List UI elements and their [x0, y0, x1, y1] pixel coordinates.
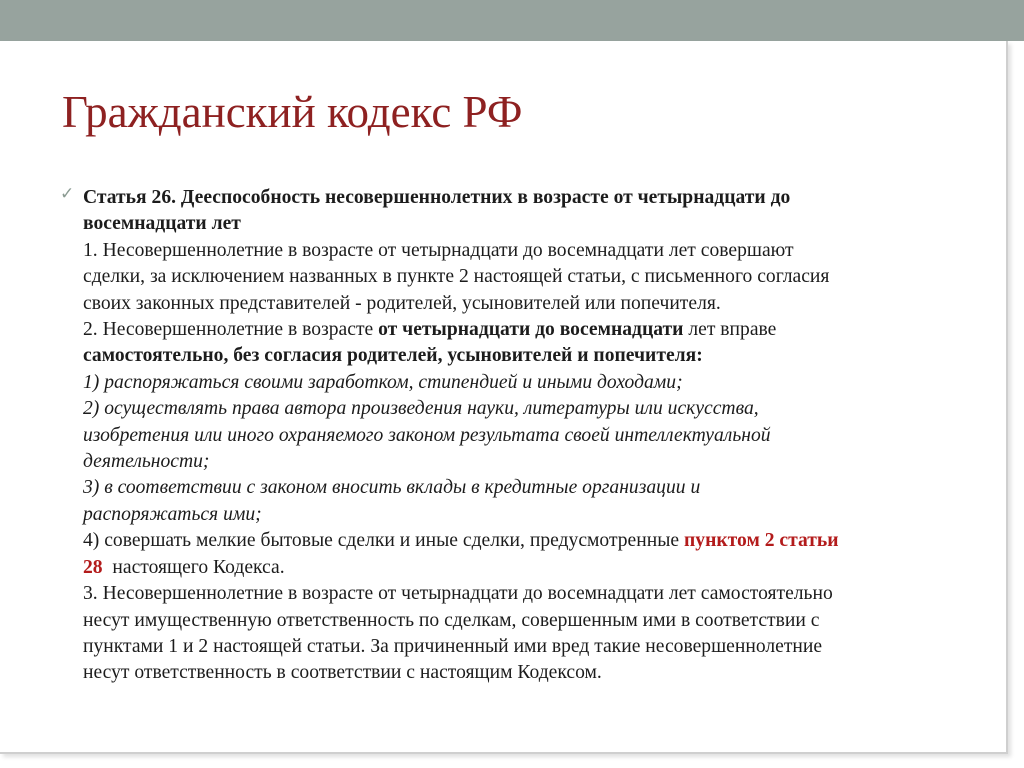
article-heading-line-1: Статья 26. Дееспособность несовершеннолетних в возрасте от четырнадцати до	[83, 187, 791, 208]
item-4-pre: 4) совершать мелкие бытовые сделки и иные сделки, предусмотренные	[83, 530, 684, 552]
item-2-line-2: изобретения или иного охраняемого законом результата своей интеллектуальной	[83, 424, 771, 446]
item-2-line-1: 2) осуществлять права автора произведения науки, литературы или искусства,	[83, 398, 759, 420]
paragraph-3-line-3: пунктами 1 и 2 настоящей статьи. За причиненный ими вред такие несовершеннолетние	[83, 635, 823, 657]
paragraph-2-line-2: самостоятельно, без согласия родителей, усыновителей и попечителя:	[83, 345, 703, 367]
item-2-line-3: деятельности;	[83, 451, 210, 473]
item-1: 1) распоряжаться своими заработком, стипендией и иными доходами;	[83, 371, 683, 393]
article-heading-line-2: восемнадцати лет	[83, 213, 241, 235]
slide-body	[83, 185, 983, 687]
paragraph-2-post: лет вправе	[683, 319, 777, 341]
article-28-link-number[interactable]: 28	[83, 556, 103, 578]
slide-title: Гражданский кодекс РФ	[62, 87, 523, 137]
item-4-line-1	[83, 528, 983, 554]
paragraph-2-bold: от четырнадцати до восемнадцати	[378, 319, 684, 341]
check-mark-icon: ✓	[60, 184, 75, 204]
paragraph-2-line-1	[83, 317, 983, 343]
paragraph-1-line-2: сделки, за исключением названных в пункте 2 настоящей статьи, с письменного согласия	[83, 266, 830, 288]
paragraph-1-line-3: своих законных представителей - родителей, усыновителей или попечителя.	[83, 292, 721, 314]
article-28-link[interactable]: пунктом 2 статьи	[684, 530, 839, 552]
paragraph-1-line-1: 1. Несовершеннолетние в возрасте от четырнадцати до восемнадцати лет совершают	[83, 239, 794, 261]
paragraph-3-line-2: несут имущественную ответственность по сделкам, совершенным ими в соответствии с	[83, 609, 820, 631]
item-3-line-2: распоряжаться ими;	[83, 503, 262, 525]
paragraph-3-line-1: 3. Несовершеннолетние в возрасте от четырнадцати до восемнадцати лет самостоятельно	[83, 583, 833, 605]
top-bar	[0, 0, 1024, 41]
item-4-line-2	[83, 555, 983, 581]
item-3-line-1: 3) в соответствии с законом вносить вклады в кредитные организации и	[83, 477, 701, 499]
item-4-post: настоящего Кодекса.	[102, 556, 285, 578]
paragraph-3-line-4: несут ответственность в соответствии с настоящим Кодексом.	[83, 662, 602, 684]
paragraph-2-pre: 2. Несовершеннолетние в возрасте	[83, 319, 379, 341]
